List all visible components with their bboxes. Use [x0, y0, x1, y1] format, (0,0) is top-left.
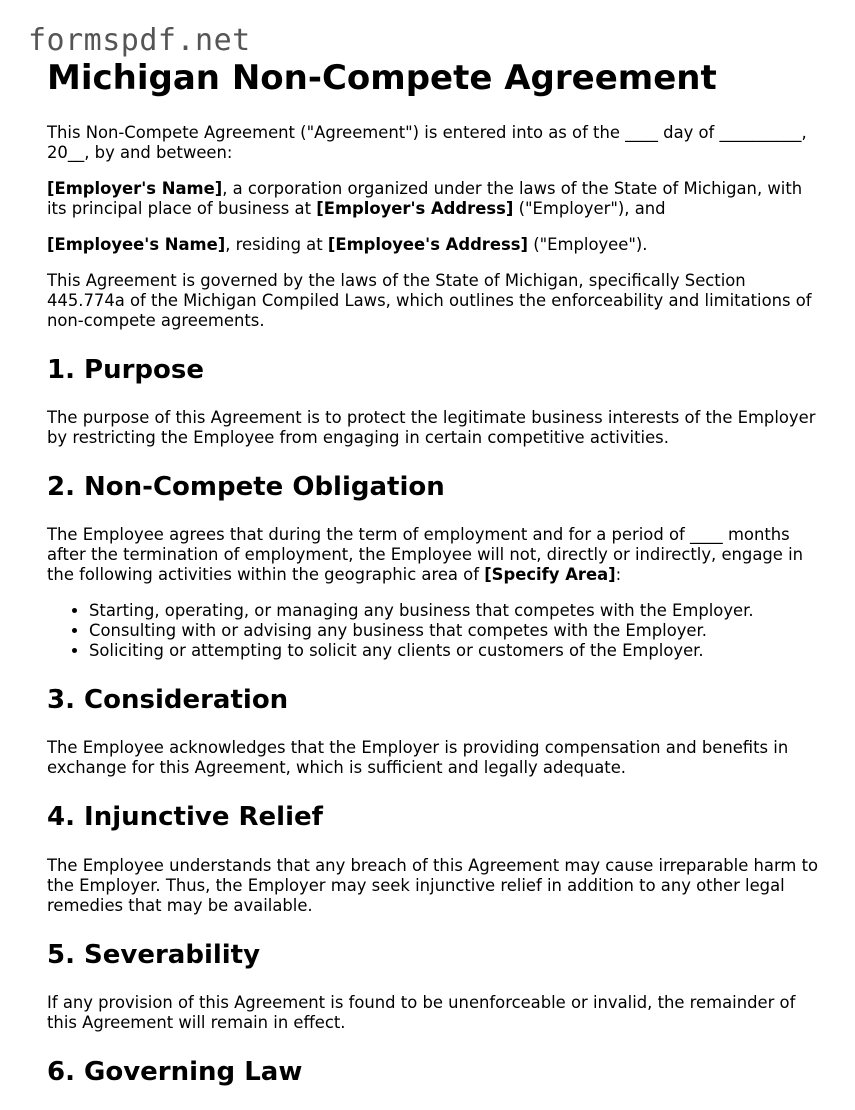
- section-text-obligation: [47, 525, 822, 585]
- section-heading-injunctive: 4. Injunctive Relief: [47, 802, 323, 833]
- intro-paragraph: This Non-Compete Agreement ("Agreement") is entered into as of the ____ day of __________, 20__, by and between:: [47, 122, 807, 162]
- list-item: • Consulting with or advising any business that competes with the Employer.: [89, 621, 822, 641]
- obligation-text-1: The Employee agrees that during the term of employment and for a period of ____ months after the termination of employment, the Employee will not, directly or indirectly, engage in the following activities within the geographic area of: [47, 525, 804, 585]
- obligation-text-2: :: [615, 565, 622, 585]
- watermark: formspdf.net: [28, 23, 251, 58]
- employee-text-2: ("Employee").: [528, 234, 648, 254]
- employer-name-placeholder: [Employer's Name]: [47, 178, 223, 198]
- obligation-list: [47, 601, 822, 661]
- document-page: [47, 58, 822, 1110]
- employee-paragraph: [47, 235, 822, 255]
- employer-text-2: ("Employer"), and: [513, 198, 666, 218]
- section-heading-purpose: 1. Purpose: [47, 354, 204, 385]
- section-text-injunctive: The Employee understands that any breach of this Agreement may cause irreparable harm to the Employer. Thus, the Employer may seek injunctive relief in addition to any other legal remedies that may be available.: [47, 855, 819, 915]
- section-heading-governing: 6. Governing Law: [47, 1056, 303, 1087]
- document-title: Michigan Non-Compete Agreement: [47, 58, 717, 98]
- governing-intro-paragraph: This Agreement is governed by the laws of the State of Michigan, specifically Section 445.774a of the Michigan Compiled Laws, which outlines the enforceability and limitations of non-compete agreements.: [47, 270, 812, 330]
- employee-address-placeholder: [Employee's Address]: [327, 234, 529, 254]
- list-item: • Starting, operating, or managing any business that competes with the Employer.: [89, 601, 822, 621]
- employer-address-placeholder: [Employer's Address]: [316, 198, 514, 218]
- section-text-purpose: The purpose of this Agreement is to protect the legitimate business interests of the Employer by restricting the Employee from engaging in certain competitive activities.: [47, 407, 816, 447]
- section-text-severability: If any provision of this Agreement is found to be unenforceable or invalid, the remainder of this Agreement will remain in effect.: [47, 992, 796, 1032]
- employer-text-1: , a corporation organized under the laws of the State of Michigan, with its principal place of business at: [47, 178, 803, 218]
- section-heading-obligation: 2. Non-Compete Obligation: [47, 471, 445, 502]
- list-item: • Soliciting or attempting to solicit any clients or customers of the Employer.: [89, 641, 822, 661]
- employer-paragraph: [47, 179, 822, 219]
- section-heading-severability: 5. Severability: [47, 939, 261, 970]
- employee-name-placeholder: [Employee's Name]: [47, 234, 226, 254]
- section-heading-consideration: 3. Consideration: [47, 685, 289, 716]
- employee-text-1: , residing at: [225, 234, 328, 254]
- area-placeholder: [Specify Area]: [484, 565, 616, 585]
- section-text-consideration: The Employee acknowledges that the Employer is providing compensation and benefits in exchange for this Agreement, which is sufficient and legally adequate.: [47, 738, 789, 778]
